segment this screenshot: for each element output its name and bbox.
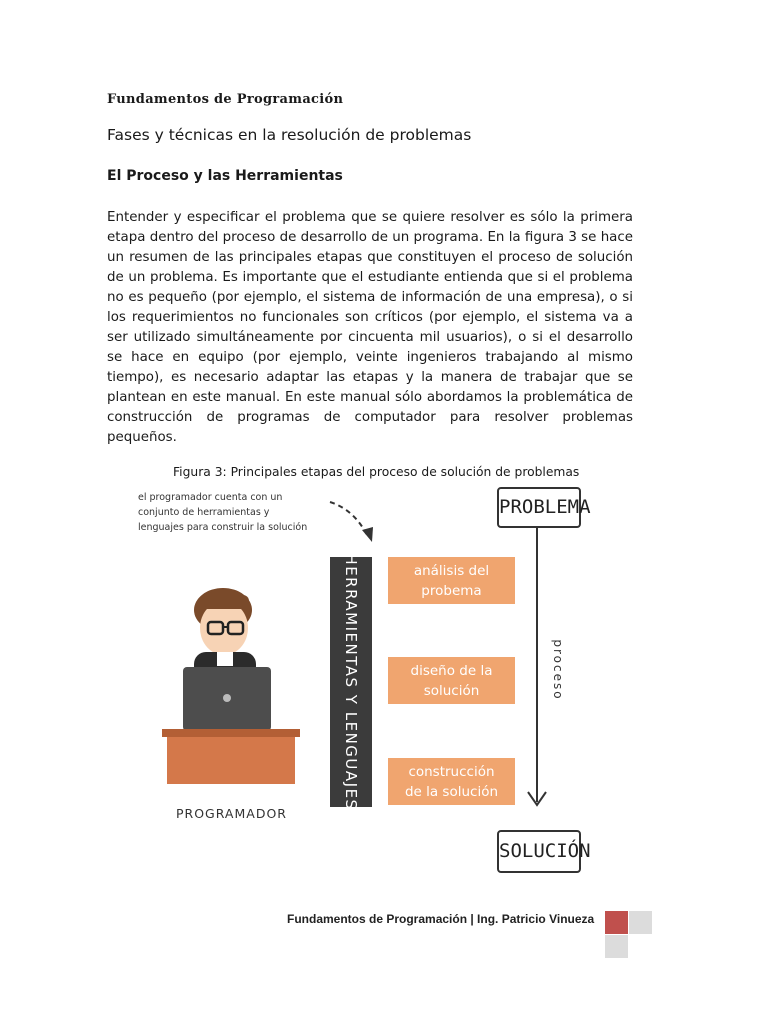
section-title: Fases y técnicas en la resolución de problemas bbox=[107, 126, 472, 144]
subsection-title: El Proceso y las Herramientas bbox=[107, 168, 343, 184]
desk-front bbox=[167, 737, 295, 784]
figure-note-line: el programador cuenta con un bbox=[138, 492, 283, 503]
dashed-arrow bbox=[330, 502, 368, 537]
programmer-collar bbox=[217, 652, 233, 666]
figure-note-line: lenguajes para construir la solución bbox=[138, 522, 308, 533]
body-paragraph: Entender y especificar el problema que se quiere resolver es sólo la primera etapa dentro del proceso de desarrollo de un programa. En la figura 3 se hace un resumen de las principales etapas que constituyen el proceso de solución de un problema. Es importante que el estudiante entienda que si el problema no es pequeño (por ejemplo, el sistema de información de una empresa), o si los requerimientos no funcionales son críticos (por ejemplo, el sistema va a ser utilizado simultáneamente por cincuenta mil usuarios), o si el desarrollo se hace en equipo (por ejemplo, veinte ingenieros trabajando al mismo tiempo), es necesario adaptar las etapas y la manera de trabajar que se plantean en este manual. En este manual sólo abordamos la problemática de construcción de programas de computador para resolver problemas pequeños. bbox=[107, 210, 633, 445]
footer-grey-square bbox=[629, 911, 652, 934]
stage-line: solución bbox=[423, 682, 480, 699]
figure-note-line: conjunto de herramientas y bbox=[138, 507, 270, 518]
desk-top bbox=[162, 729, 300, 737]
figure-caption: Figura 3: Principales etapas del proceso de solución de problemas bbox=[173, 465, 580, 479]
stage-line: construcción bbox=[408, 763, 495, 780]
programmer-hair-fringe bbox=[199, 595, 249, 609]
stage-construction bbox=[388, 758, 515, 805]
footer-accent-square bbox=[605, 911, 628, 934]
stage-design bbox=[388, 657, 515, 704]
laptop-logo bbox=[223, 694, 231, 702]
stage-line: probema bbox=[421, 582, 482, 599]
page-footer: Fundamentos de Programación | Ing. Patricio Vinueza bbox=[287, 912, 595, 926]
stage-analysis bbox=[388, 557, 515, 604]
problem-box: PROBLEMA bbox=[497, 487, 581, 528]
dashed-arrow-head bbox=[362, 527, 373, 542]
stage-line: de la solución bbox=[404, 783, 499, 800]
programmer-label: PROGRAMADOR bbox=[176, 806, 287, 821]
tools-label: HERRAMIENTAS Y LENGUAJES bbox=[342, 553, 360, 811]
solution-box: SOLUCIÓN bbox=[497, 830, 581, 873]
course-header-title: Fundamentos de Programación bbox=[107, 92, 344, 107]
stage-line: análisis del bbox=[413, 562, 490, 579]
footer-grey-square bbox=[605, 935, 628, 958]
stage-line: diseño de la bbox=[410, 662, 493, 679]
process-label: proceso bbox=[551, 639, 565, 701]
programmer-illustration bbox=[162, 588, 300, 784]
